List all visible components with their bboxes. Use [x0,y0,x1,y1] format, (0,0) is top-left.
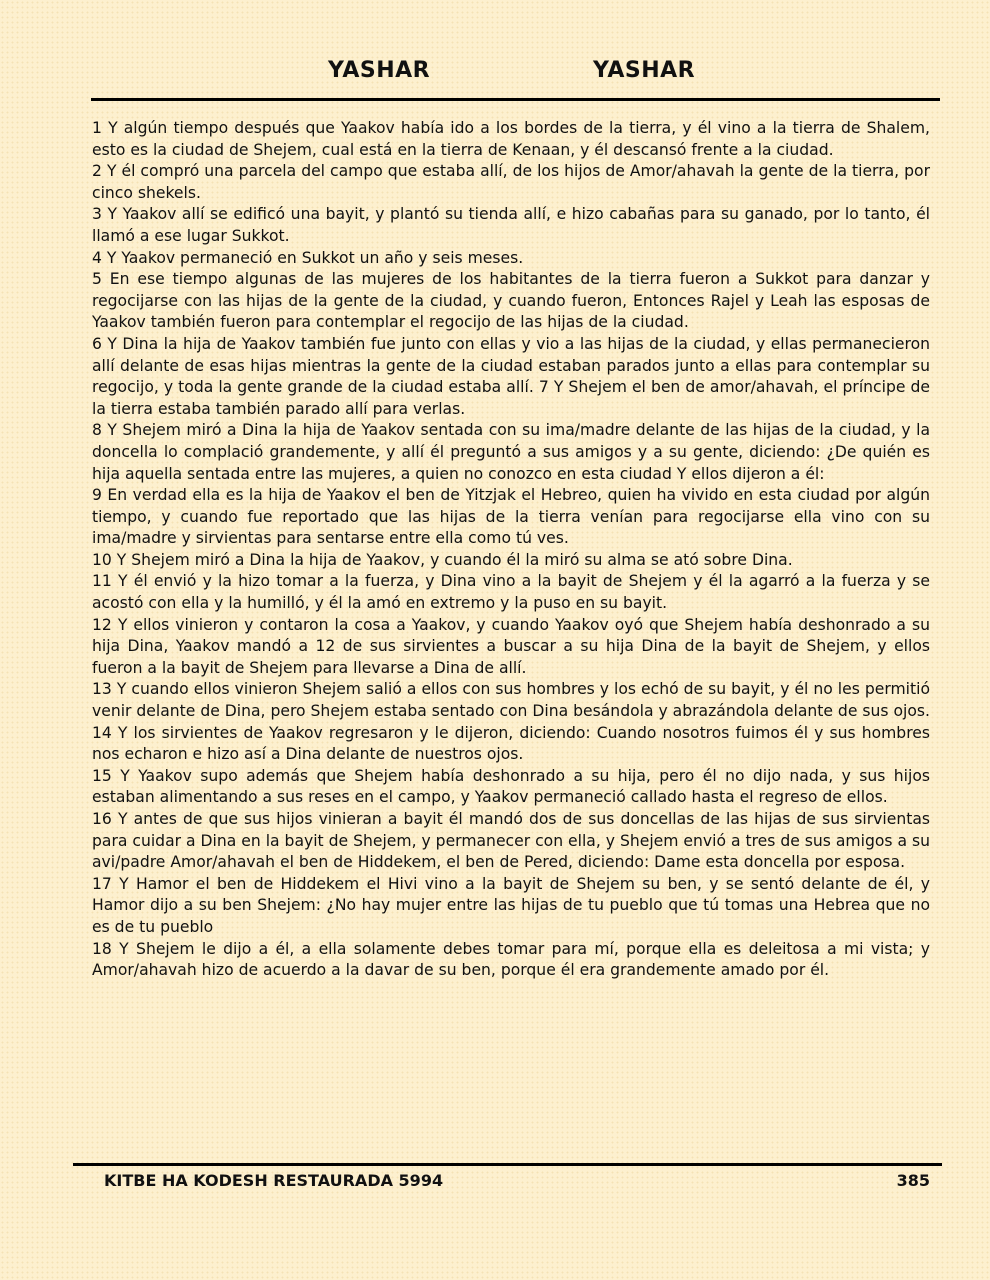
header-title-left: YASHAR [328,58,431,83]
verse-10: 10 Y Shejem miró a Dina la hija de Yaakov, y cuando él la miró su alma se ató sobre Dina. [92,550,793,569]
verse-16: 16 Y antes de que sus hijos vinieran a bayit él mandó dos de sus doncellas de las hijas de sus sirvientas para cuidar a Dina en la bayit de Shejem, y permanecer con ella, y Shejem envió a tres de sus amigos a su avi/padre Amor/ahavah el ben de Hiddekem, el ben de Pered, diciendo: Dame esta doncella por esposa. [92,810,930,872]
page-number: 385 [896,1171,930,1190]
verse-3: 3 Y Yaakov allí se edificó una bayit, y plantó su tienda allí, e hizo cabañas para su ganado, por lo tanto, él llamó a ese lugar Sukkot. [92,205,930,245]
verse-15: 15 Y Yaakov supo además que Shejem había deshonrado a su hija, pero él no dijo nada, y sus hijos estaban alimentando a sus reses en el campo, y Yaakov permaneció callado hasta el regreso de ellos. [92,766,930,807]
verse-1: 1 Y algún tiempo después que Yaakov había ido a los bordes de la tierra, y él vino a la tierra de Shalem, esto es la ciudad de Shejem, cual está en la tierra de Kenaan, y él descansó frente a la ciudad. [92,119,930,159]
verse-11: 11 Y él envió y la hizo tomar a la fuerza, y Dina vino a la bayit de Shejem y él la agarró a la fuerza y se acostó con ella y la humilló, y él la amó en extremo y la puso en su bayit. [92,572,930,613]
footer-rule [73,1163,942,1166]
verse-14: 14 Y los sirvientes de Yaakov regresaron y le dijeron, diciendo: Cuando nosotros fuimos él y sus hombres nos echaron e hizo así a Dina delante de nuestros ojos. [92,723,930,764]
verse-4: 4 Y Yaakov permaneció en Sukkot un año y seis meses. [92,248,524,267]
verse-17: 17 Y Hamor el ben de Hiddekem el Hivi vino a la bayit de Shejem su ben, y se sentó delante de él, y Hamor dijo a su ben Shejem: ¿No hay mujer entre las hijas de tu pueblo que tú tomas una Hebrea que no es de tu pueblo [92,874,930,936]
verse-13: 13 Y cuando ellos vinieron Shejem salió a ellos con sus hombres y los echó de su bayit, y él no les permitió venir delante de Dina, pero Shejem estaba sentado con Dina besándola y abrazándola delante de sus ojos. [92,680,930,721]
header-rule [91,98,940,101]
verse-2: 2 Y él compró una parcela del campo que estaba allí, de los hijos de Amor/ahavah la gente de la tierra, por cinco shekels. [92,162,930,202]
verse-18: 18 Y Shejem le dijo a él, a ella solamente debes tomar para mí, porque ella es deleitosa a mi vista; y Amor/ahavah hizo de acuerdo a la davar de su ben, porque él era grandemente amado por él. [92,939,930,980]
verse-9: 9 En verdad ella es la hija de Yaakov el ben de Yitzjak el Hebreo, quien ha vivido en esta ciudad por algún tiempo, y cuando fue reportado que las hijas de la tierra venían para regocijarse ella vino con su ima/madre y sirvientas para sentarse entre ella como tú ves. [92,486,930,548]
footer-book-title: KITBE HA KODESH RESTAURADA 5994 [104,1171,444,1190]
verse-12: 12 Y ellos vinieron y contaron la cosa a Yaakov, y cuando Yaakov oyó que Shejem había deshonrado a su hija Dina, Yaakov mandó a 12 de sus sirvientes a buscar a su hija Dina de la bayit de Shejem, y ellos fueron a la bayit de Shejem para llevarse a Dina de allí. [92,615,930,677]
verse-8: 8 Y Shejem miró a Dina la hija de Yaakov sentada con su ima/madre delante de las hijas de la ciudad, y la doncella lo complació grandemente, y allí él preguntó a sus amigos y a su gente, diciendo: ¿De quién es hija aquella sentada entre las mujeres, a quien no conozco en esta ciudad Y ellos dijeron a él: [92,421,930,483]
verse-5: 5 En ese tiempo algunas de las mujeres de los habitantes de la tierra fueron a Sukkot para danzar y regocijarse con las hijas de la gente de la ciudad, y cuando fueron, Entonces Rajel y Leah las esposas de Yaakov también fueron para contemplar el regocijo de las hijas de la ciudad. [92,270,930,332]
verse-6-7: 6 Y Dina la hija de Yaakov también fue junto con ellas y vio a las hijas de la ciudad, y ellas permanecieron allí delante de esas hijas mientras la gente de la ciudad estaban parados junto a ellas para contemplar su regocijo, y toda la gente grande de la ciudad estaba allí. 7 Y Shejem el ben de amor/ahavah, el príncipe de la tierra estaba también parado allí para verlas. [92,334,930,418]
header-title-right: YASHAR [593,58,696,83]
running-header [0,58,990,92]
verse-text-block [92,118,930,982]
